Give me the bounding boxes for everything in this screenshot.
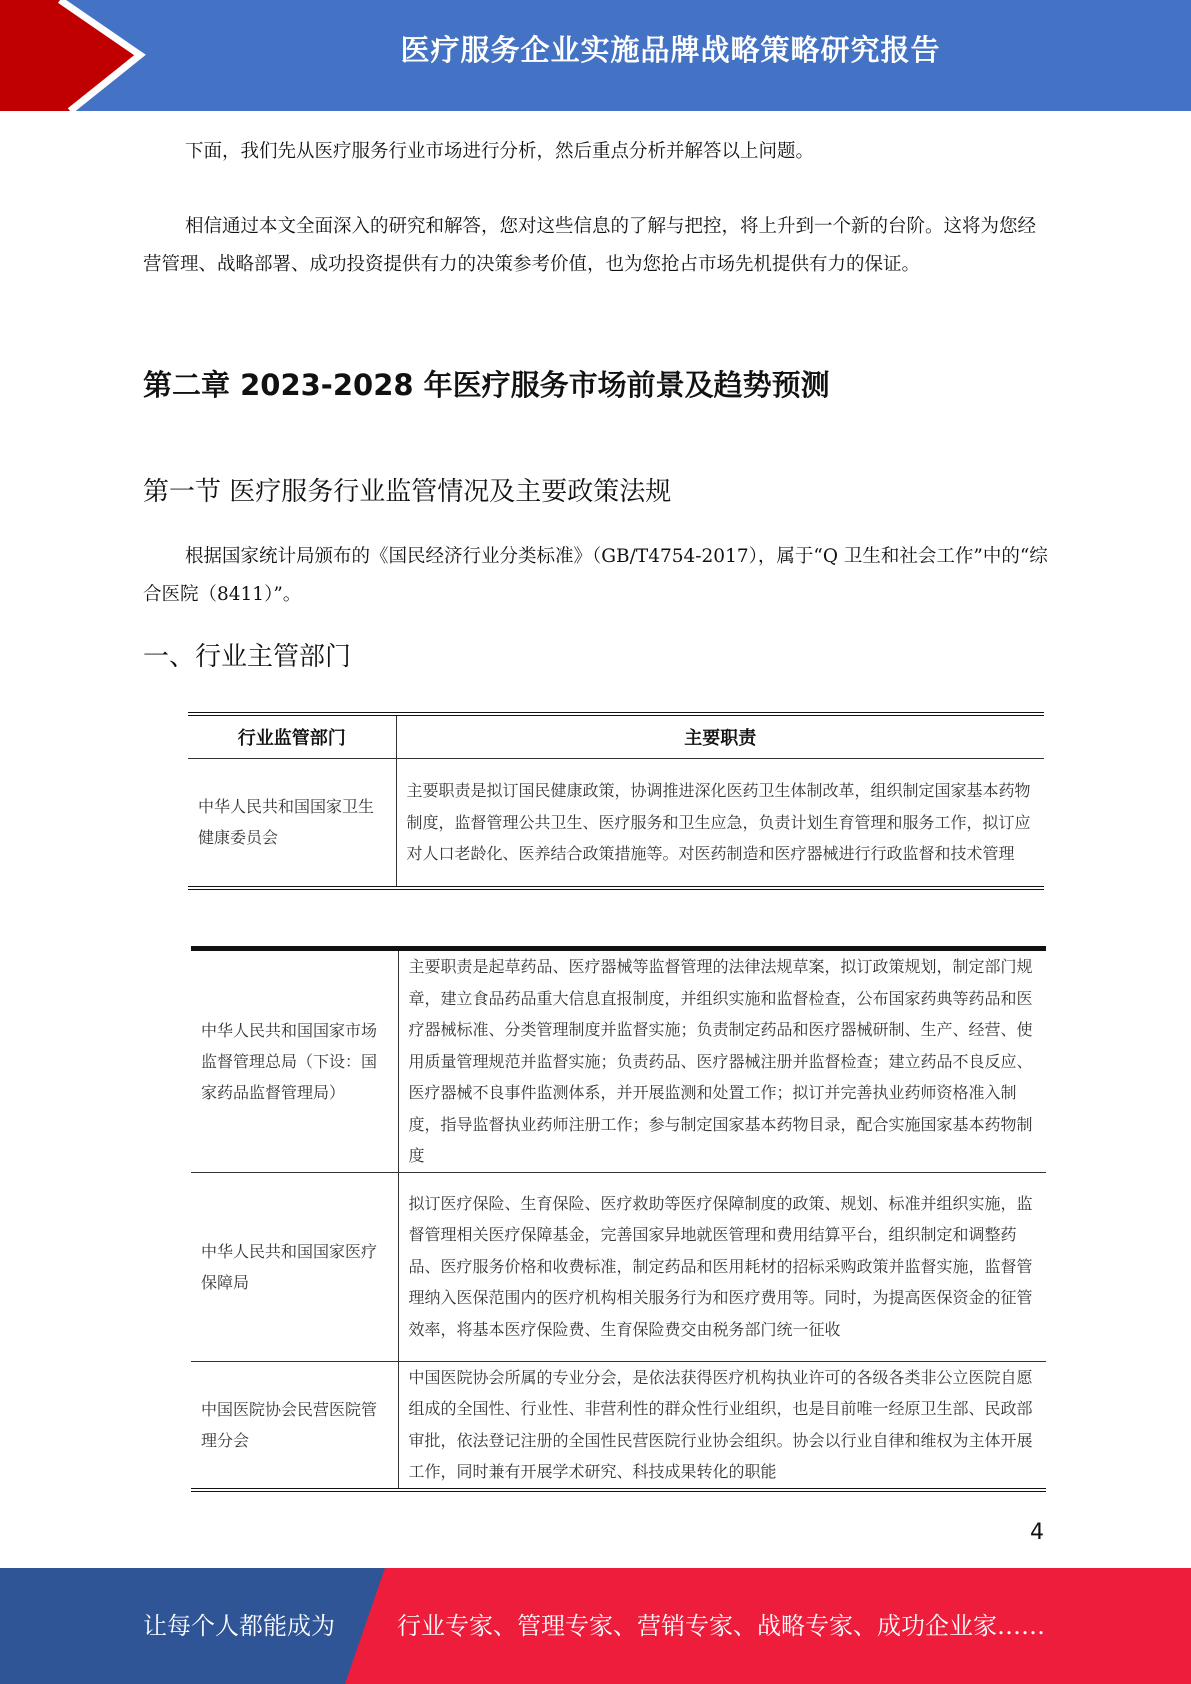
header-arrow-shape [0,0,140,111]
duty-cell: 主要职责是起草药品、医疗器械等监督管理的法律法规草案，拟订政策规划，制定部门规章，建立食品药品重大信息直报制度，并组织实施和监督检查，公布国家药典等药品和医疗器械标准、分类管理制度并监督实施；负责制定药品和医疗器械研制、生产、经营、使用质量管理规范并监督实施；负责药品、医疗器械注册并监督检查；建立药品不良反应、医疗器械不良事件监测体系，并开展监测和处置工作；拟订并完善执业药师资格准入制度，指导监督执业药师注册工作；参与制定国家基本药物目录，配合实施国家基本药物制度 [408,957,1033,1165]
footer-slogan-left: 让每个人都能成为 [143,1612,335,1640]
page-number: 4 [1030,1520,1044,1545]
page-header [0,0,1191,111]
table-row [188,759,1044,888]
chapter-heading: 第二章 2023-2028 年医疗服务市场前景及趋势预测 [143,368,830,402]
duty-cell: 拟订医疗保险、生育保险、医疗救助等医疗保障制度的政策、规划、标准并组织实施，监督管理相关医疗保障基金，完善国家异地就医管理和费用结算平台，组织制定和调整药品、医疗服务价格和收费标准，制定药品和医用耗材的招标采购政策并监督实施，监督管理纳入医保范围内的医疗机构相关服务行为和医疗费用等。同时，为提高医保资金的征管效率，将基本医疗保险费、生育保险费交由税务部门统一征收 [398,1172,1046,1361]
department-cell: 中华人民共和国国家医疗保障局 [191,1172,398,1361]
department-cell: 中华人民共和国国家市场监督管理总局（下设：国家药品监督管理局） [191,949,398,1173]
table-row [191,1172,1046,1361]
duty-cell: 中国医院协会所属的专业分会，是依法获得医疗机构执业许可的各级各类非公立医院自愿组成的全国性、行业性、非营利性的群众性行业组织，也是目前唯一经原卫生部、民政部审批，依法登记注册的全国性民营医院行业协会组织。协会以行业自律和维权为主体开展工作，同时兼有开展学术研究、科技成果转化的职能 [398,1361,1046,1490]
table-header-row [188,714,1044,759]
footer-slogan-right: 行业专家、管理专家、营销专家、战略专家、成功企业家…… [397,1612,1045,1640]
report-title: 医疗服务企业实施品牌战略策略研究报告 [400,33,941,67]
regulator-table-1 [188,712,1044,890]
duty-cell: 主要职责是拟订国民健康政策，协调推进深化医药卫生体制改革，组织制定国家基本药物制度，监督管理公共卫生、医疗服务和卫生应急，负责计划生育管理和服务工作，拟订应对人口老龄化、医养结合政策措施等。对医药制造和医疗器械进行行政监督和技术管理 [406,781,1031,863]
classification-paragraph: 根据国家统计局颁布的《国民经济行业分类标准》（GB/T4754-2017），属于“Q 卫生和社会工作”中的“综合医院（8411）”。 [143,546,1048,605]
page-footer [0,1568,1191,1684]
department-cell: 中华人民共和国国家卫生健康委员会 [188,759,396,888]
table-row [191,949,1046,1173]
regulator-table-2 [191,946,1046,1492]
intro-paragraph: 下面，我们先从医疗服务行业市场进行分析，然后重点分析并解答以上问题。 [185,141,815,162]
confidence-paragraph: 相信通过本文全面深入的研究和解答，您对这些信息的了解与把控，将上升到一个新的台阶。这将为您经营管理、战略部署、成功投资提供有力的决策参考价值，也为您抢占市场先机提供有力的保证。 [143,216,1037,275]
department-cell: 中国医院协会民营医院管理分会 [191,1361,398,1490]
column-header-duties: 主要职责 [396,714,1044,759]
table-row [191,1361,1046,1490]
section-heading: 第一节 医疗服务行业监管情况及主要政策法规 [143,477,672,507]
column-header-department: 行业监管部门 [188,714,396,759]
sub-heading: 一、行业主管部门 [143,642,352,672]
